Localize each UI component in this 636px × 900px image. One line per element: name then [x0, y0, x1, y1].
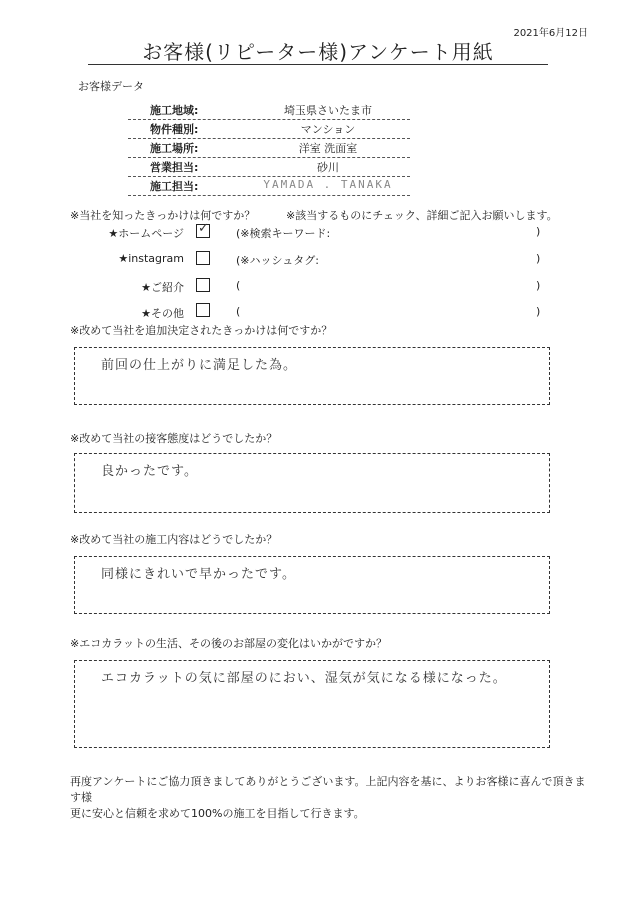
info-label: 施工地域: — [150, 104, 199, 117]
q2-answer-box[interactable] — [74, 347, 550, 405]
info-value: 埼玉県さいたま市 — [284, 104, 372, 117]
checkbox-referral[interactable] — [196, 278, 210, 292]
q3-question: ※改めて当社の接客態度はどうでしたか？ — [70, 432, 278, 445]
page-title: お客様(リピーター様)アンケート用紙 — [142, 40, 494, 64]
footer-message — [70, 774, 590, 822]
q3-answer-box[interactable] — [74, 453, 550, 513]
info-row-property-type — [128, 119, 410, 139]
customer-data-heading: お客様データ — [78, 80, 144, 93]
q4-question: ※改めて当社の施工内容はどうでしたか？ — [70, 533, 278, 546]
info-row-installer — [128, 176, 410, 196]
info-label: 営業担当: — [150, 161, 199, 174]
option-detail-instagram: (※ハッシュタグ: — [236, 254, 319, 267]
info-value: 洋室 洗面室 — [298, 142, 358, 155]
option-label-homepage: ★ホームページ — [108, 227, 184, 240]
info-value-handwritten: YAMADA . TANAKA — [263, 178, 393, 191]
q4-answer-text: 同様にきれいで早かったです。 — [101, 567, 296, 582]
footer-line-2: 更に安心と信頼を求めて100%の施工を目指して行きます。 — [70, 807, 365, 820]
option-label-instagram: ★instagram — [118, 252, 184, 265]
checkbox-homepage[interactable] — [196, 221, 210, 238]
option-label-referral: ★ご紹介 — [141, 281, 184, 294]
q2-question: ※改めて当社を追加決定されたきっかけは何ですか？ — [70, 324, 333, 337]
q1-question: ※当社を知ったきっかけは何ですか？ — [70, 209, 256, 222]
survey-date: 2021年6月12日 — [513, 28, 588, 39]
q5-question: ※エコカラットの生活、その後のお部屋の変化はいかがですか？ — [70, 637, 387, 650]
footer-line-1: 再度アンケートにご協力頂きましてありがとうございます。上記内容を基に、よりお客様に喜んで頂きます様 — [70, 775, 586, 804]
check-mark-icon: ✓ — [198, 221, 209, 236]
q5-answer-box[interactable] — [74, 660, 550, 748]
q4-answer-box[interactable] — [74, 556, 550, 614]
info-row-area — [128, 100, 410, 120]
q2-answer-text: 前回の仕上がりに満足した為。 — [101, 358, 298, 373]
info-label: 施工場所: — [150, 142, 199, 155]
info-row-location — [128, 138, 410, 158]
option-close-other: ) — [536, 305, 541, 318]
option-close-instagram: ) — [536, 252, 541, 265]
info-label: 物件種別: — [150, 123, 199, 136]
q1-instruction: ※該当するものにチェック、詳細ご記入お願いします。 — [286, 209, 558, 222]
q3-answer-text: 良かったです。 — [101, 464, 198, 479]
info-value: 砂川 — [317, 161, 339, 174]
option-label-other: ★その他 — [141, 307, 184, 320]
option-close-referral: ) — [536, 279, 541, 292]
option-detail-referral: ( — [236, 279, 241, 292]
info-value: マンション — [300, 123, 356, 136]
info-row-sales-rep — [128, 157, 410, 177]
checkbox-other[interactable] — [196, 303, 210, 317]
title-underline — [88, 64, 548, 65]
q5-answer-text: エコカラットの気に部屋のにおい、湿気が気になる様になった。 — [101, 671, 507, 686]
option-detail-other: ( — [236, 305, 241, 318]
option-detail-homepage: (※検索キーワード: — [236, 227, 331, 240]
checkbox-instagram[interactable] — [196, 251, 210, 265]
option-close-homepage: ) — [536, 225, 541, 238]
info-label: 施工担当: — [150, 180, 199, 193]
